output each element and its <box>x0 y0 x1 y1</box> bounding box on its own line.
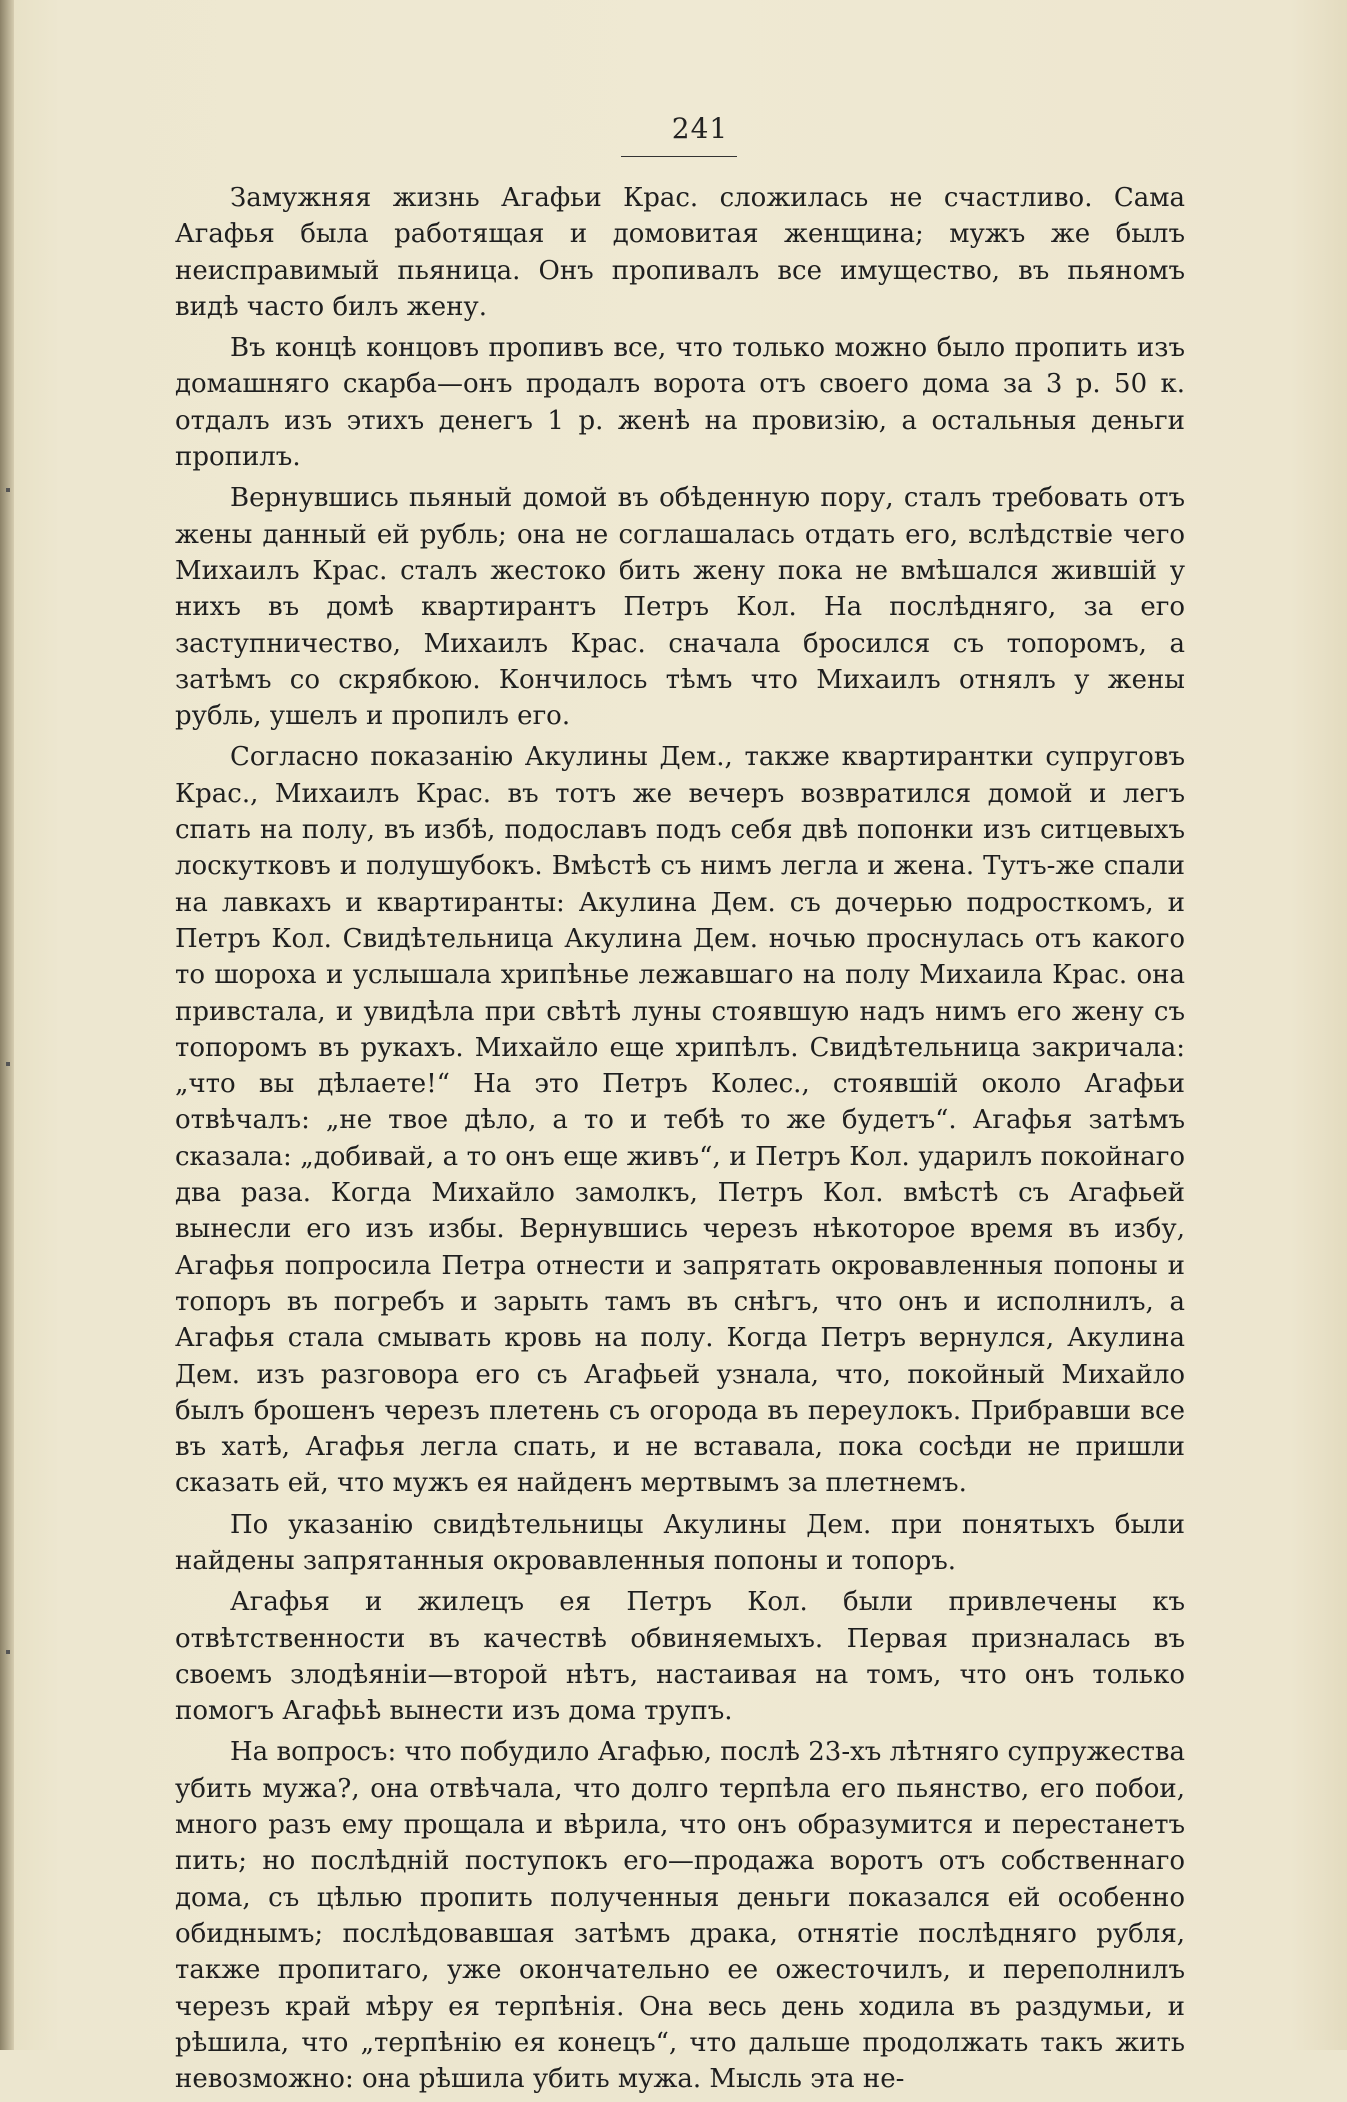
body-text <box>175 180 1185 2102</box>
paragraph: По указанію свидѣтельницы Акулины Дем. при понятыхъ были найдены запрятанныя окровавленныя попоны и топоръ. <box>175 1509 1185 1576</box>
margin-mark <box>6 1062 10 1066</box>
paragraph: Замужняя жизнь Агафьи Крас. сложилась не счастливо. Сама Агафья была работящая и домовитая женщина; мужъ же былъ неисправимый пьяница. Онъ пропивалъ все имущество, въ пьяномъ видѣ часто билъ жену. <box>175 183 1185 322</box>
paragraph: На вопросъ: что побудило Агафью, послѣ 23-хъ лѣтняго супружества убить мужа?, она отвѣчала, что долго терпѣла его пьянство, его побои, много разъ ему прощала и вѣрила, что онъ образумится и перестанетъ пить; но послѣдній поступокъ его—продажа воротъ отъ собственнаго дома, съ цѣлью пропить полученныя деньги показался ей особенно обиднымъ; послѣдовавшая затѣмъ драка, отнятіе послѣдняго рубля, также пропитаго, уже окончательно ее ожесточилъ, и переполнилъ черезъ край мѣру ея терпѣнія. Она весь день ходила въ раздумьи, и рѣшила, что „терпѣнію ея конецъ“, что дальше продолжать такъ жить невозможно: она рѣшила убить мужа. Мысль эта не- <box>175 1737 1185 2095</box>
margin-mark <box>6 1650 10 1654</box>
page-number-underline <box>621 156 737 157</box>
page-number: 241 <box>671 112 729 145</box>
margin-mark <box>6 488 10 492</box>
paragraph: Въ концѣ концовъ пропивъ все, что только можно было пропить изъ домашняго скарба—онъ продалъ ворота отъ своего дома за 3 р. 50 к. отдалъ изъ этихъ денегъ 1 р. женѣ на провизію, а остальныя деньги пропилъ. <box>175 333 1185 473</box>
paragraph: Агафья и жилецъ ея Петръ Кол. были привлечены къ отвѣтственности въ качествѣ обвиняемыхъ. Первая призналась въ своемъ злодѣяніи—второй нѣтъ, настаивая на томъ, что онъ только помогъ Агафьѣ вынести изъ дома трупъ. <box>175 1587 1185 1727</box>
paragraph: Вернувшись пьяный домой въ обѣденную пору, сталъ требовать отъ жены данный ей рубль; она не соглашалась отдать его, вслѣдствіе чего Михаилъ Крас. сталъ жестоко бить жену пока не вмѣшался жившій у нихъ въ домѣ квартирантъ Петръ Кол. На послѣдняго, за его заступничество, Михаилъ Крас. сначала бросился съ топоромъ, а затѣмъ со скрябкою. Кончилось тѣмъ что Михаилъ отнялъ у жены рубль, ушелъ и пропилъ его. <box>175 483 1185 732</box>
page-binding-edge <box>0 0 14 2050</box>
paragraph: Согласно показанію Акулины Дем., также квартирантки супруговъ Крас., Михаилъ Крас. въ тотъ же вечеръ возвратился домой и легъ спать на полу, въ избѣ, подославъ подъ себя двѣ попонки изъ ситцевыхъ лоскутковъ и полушубокъ. Вмѣстѣ съ нимъ легла и жена. Тутъ-же спали на лавкахъ и квартиранты: Акулина Дем. съ дочерью подросткомъ, и Петръ Кол. Свидѣтельница Акулина Дем. ночью проснулась отъ какого то шороха и услышала хрипѣнье лежавшаго на полу Михаила Крас. она привстала, и увидѣла при свѣтѣ луны стоявшую надъ нимъ его жену съ топоромъ въ рукахъ. Михайло еще хрипѣлъ. Свидѣтельница закричала: „что вы дѣлаете!“ На это Петръ Колес., стоявшій около Агафьи отвѣчалъ: „не твое дѣло, а то и тебѣ то же будетъ“. Агафья затѣмъ сказала: „добивай, а то онъ еще живъ“, и Петръ Кол. ударилъ покойнаго два раза. Когда Михайло замолкъ, Петръ Кол. вмѣстѣ съ Агафьей вынесли его изъ избы. Вернувшись черезъ нѣкоторое время въ избу, Агафья попросила Петра отнести и запрятать окровавленныя попоны и топоръ въ погребъ и зарыть тамъ въ снѣгъ, что онъ и исполнилъ, а Агафья стала смывать кровь на полу. Когда Петръ вернулся, Акулина Дем. изъ разговора его съ Агафьей узнала, что, покойный Михайло былъ брошенъ черезъ плетень съ огорода въ переулокъ. Прибравши все въ хатѣ, Агафья легла спать, и не вставала, пока сосѣди не пришли сказать ей, что мужъ ея найденъ мертвымъ за плетнемъ. <box>175 742 1185 1499</box>
